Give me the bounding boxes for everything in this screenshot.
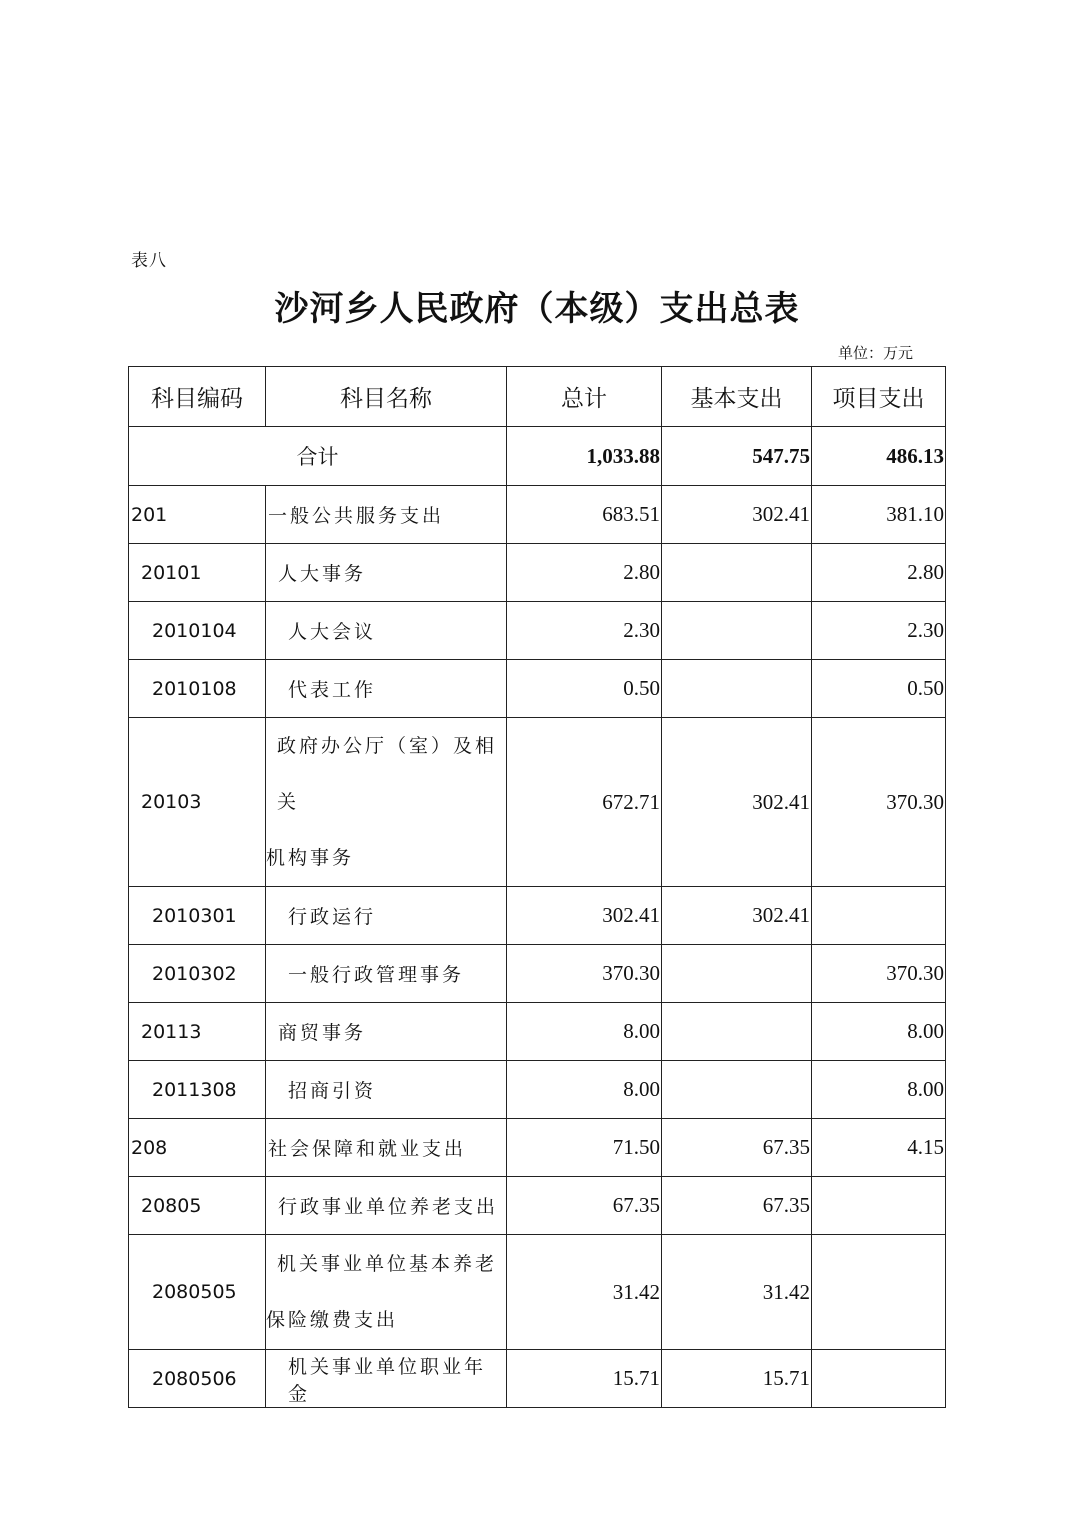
row-code: 2010104 <box>129 602 266 660</box>
row-basic <box>662 945 812 1003</box>
table-header-row <box>129 367 946 427</box>
row-total: 8.00 <box>507 1003 662 1061</box>
table-row <box>129 602 946 660</box>
header-name: 科目名称 <box>266 367 507 427</box>
row-project: 8.00 <box>812 1061 946 1119</box>
total-sum: 1,033.88 <box>507 427 662 486</box>
table-row <box>129 718 946 887</box>
table-row <box>129 1119 946 1177</box>
row-code: 2080506 <box>129 1350 266 1408</box>
row-project: 8.00 <box>812 1003 946 1061</box>
table-row <box>129 1235 946 1350</box>
row-total: 67.35 <box>507 1177 662 1235</box>
row-name-line1: 政府办公厅（室）及相关 <box>277 735 498 813</box>
row-project: 381.10 <box>812 486 946 544</box>
table-row <box>129 660 946 718</box>
document-title: 沙河乡人民政府（本级）支出总表 <box>274 289 800 329</box>
row-total: 683.51 <box>507 486 662 544</box>
row-code: 2010301 <box>129 887 266 945</box>
row-total: 15.71 <box>507 1350 662 1408</box>
table-row <box>129 1350 946 1408</box>
row-code: 2010302 <box>129 945 266 1003</box>
row-code: 208 <box>129 1119 266 1177</box>
header-code: 科目编码 <box>129 367 266 427</box>
row-name: 代表工作 <box>266 660 507 718</box>
expenditure-table <box>128 366 946 1408</box>
row-total: 0.50 <box>507 660 662 718</box>
row-total: 672.71 <box>507 718 662 887</box>
row-name <box>266 718 507 887</box>
table-row <box>129 486 946 544</box>
row-basic <box>662 602 812 660</box>
row-name: 行政运行 <box>266 887 507 945</box>
row-code: 2011308 <box>129 1061 266 1119</box>
table-row <box>129 945 946 1003</box>
table-number-label: 表八 <box>131 251 167 271</box>
total-basic: 547.75 <box>662 427 812 486</box>
row-basic: 302.41 <box>662 887 812 945</box>
row-project: 370.30 <box>812 945 946 1003</box>
row-total: 370.30 <box>507 945 662 1003</box>
row-basic: 67.35 <box>662 1177 812 1235</box>
row-total: 302.41 <box>507 887 662 945</box>
unit-label: 单位：万元 <box>838 344 914 362</box>
row-project <box>812 1235 946 1350</box>
row-name: 社会保障和就业支出 <box>266 1119 507 1177</box>
row-total: 31.42 <box>507 1235 662 1350</box>
row-basic <box>662 660 812 718</box>
row-code: 20805 <box>129 1177 266 1235</box>
header-total: 总计 <box>507 367 662 427</box>
row-name: 机关事业单位职业年金 <box>266 1350 507 1408</box>
row-name <box>266 1235 507 1350</box>
row-name-line2: 保险缴费支出 <box>266 1309 399 1331</box>
row-project: 2.80 <box>812 544 946 602</box>
row-code: 2080505 <box>129 1235 266 1350</box>
total-row <box>129 427 946 486</box>
header-basic: 基本支出 <box>662 367 812 427</box>
row-name-line1: 机关事业单位基本养老 <box>277 1253 498 1275</box>
table-row <box>129 887 946 945</box>
total-label: 合计 <box>129 427 507 486</box>
total-project: 486.13 <box>812 427 946 486</box>
table-row <box>129 544 946 602</box>
row-project <box>812 1350 946 1408</box>
row-basic: 31.42 <box>662 1235 812 1350</box>
row-name: 商贸事务 <box>266 1003 507 1061</box>
row-project: 370.30 <box>812 718 946 887</box>
row-code: 2010108 <box>129 660 266 718</box>
table-row <box>129 1177 946 1235</box>
row-name: 招商引资 <box>266 1061 507 1119</box>
row-code: 20101 <box>129 544 266 602</box>
row-total: 2.80 <box>507 544 662 602</box>
row-project: 0.50 <box>812 660 946 718</box>
row-project <box>812 887 946 945</box>
row-total: 8.00 <box>507 1061 662 1119</box>
row-total: 71.50 <box>507 1119 662 1177</box>
table-row <box>129 1003 946 1061</box>
row-project: 2.30 <box>812 602 946 660</box>
row-basic <box>662 544 812 602</box>
header-project: 项目支出 <box>812 367 946 427</box>
row-basic <box>662 1061 812 1119</box>
row-name: 人大会议 <box>266 602 507 660</box>
row-basic: 302.41 <box>662 486 812 544</box>
row-code: 201 <box>129 486 266 544</box>
row-basic <box>662 1003 812 1061</box>
row-name: 人大事务 <box>266 544 507 602</box>
row-name: 一般行政管理事务 <box>266 945 507 1003</box>
row-name: 一般公共服务支出 <box>266 486 507 544</box>
row-basic: 302.41 <box>662 718 812 887</box>
row-basic: 15.71 <box>662 1350 812 1408</box>
row-total: 2.30 <box>507 602 662 660</box>
row-name-line2: 机构事务 <box>266 847 355 869</box>
row-code: 20103 <box>129 718 266 887</box>
row-name: 行政事业单位养老支出 <box>266 1177 507 1235</box>
row-project <box>812 1177 946 1235</box>
row-project: 4.15 <box>812 1119 946 1177</box>
row-basic: 67.35 <box>662 1119 812 1177</box>
table-row <box>129 1061 946 1119</box>
row-code: 20113 <box>129 1003 266 1061</box>
